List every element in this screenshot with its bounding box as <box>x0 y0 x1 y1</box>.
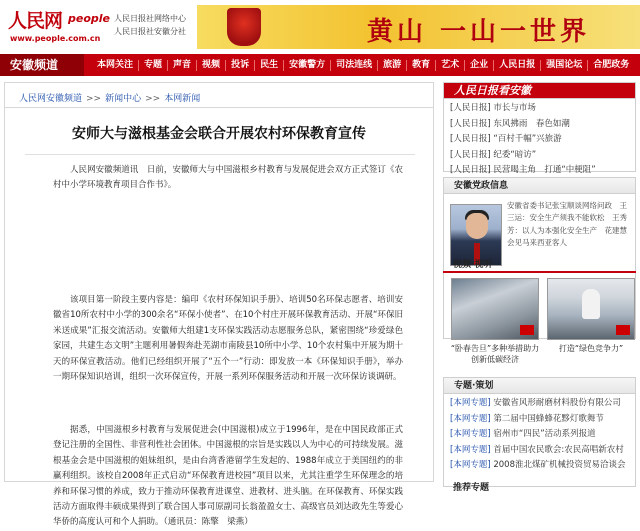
center-line2: 人民日报社安徽分社 <box>114 27 186 36</box>
item-text[interactable]: 民营喝主角 打通“中梗阻” <box>493 165 596 175</box>
item-tag: [本网专题] <box>450 429 491 439</box>
nav-item[interactable]: 声音 <box>168 60 197 71</box>
video-thumbnail[interactable] <box>451 278 539 340</box>
rmrb-box <box>443 82 636 175</box>
rmrb-list <box>444 99 635 181</box>
list-item[interactable] <box>450 412 629 428</box>
video-caption[interactable]: “卧春告旦”多种举措助力创新低碳经济 <box>450 344 540 364</box>
item-tag: [人民日报] <box>450 165 491 175</box>
channel-title[interactable]: 安徽频道 <box>0 54 84 76</box>
nav-list <box>92 54 634 76</box>
video-header: 视频·视听 <box>443 257 636 273</box>
item-text[interactable]: 安徽省风形耐磨材料股份有限公司 <box>493 398 621 408</box>
video-caption[interactable]: 打造“绿色竞争力” <box>558 344 624 353</box>
next-header: 推荐专题 <box>453 483 490 493</box>
logo-mark: 人民网 <box>8 10 63 32</box>
nav-item[interactable]: 专题 <box>139 60 168 71</box>
breadcrumb-news[interactable]: 新闻中心 <box>105 94 142 104</box>
rmrb-header: 人民日报看安徽 <box>444 83 635 99</box>
main-nav <box>0 54 640 76</box>
topic-list <box>444 394 635 476</box>
banner-badge-icon <box>227 8 261 46</box>
list-item[interactable] <box>450 396 629 412</box>
nav-item[interactable]: 人民日报 <box>494 60 541 71</box>
breadcrumb-home[interactable]: 人民网安徽频道 <box>19 94 83 104</box>
item-tag: [人民日报] <box>450 149 491 160</box>
photo-face <box>466 213 488 239</box>
breadcrumb <box>19 91 200 104</box>
list-item[interactable] <box>450 148 629 164</box>
topic-box <box>443 377 636 487</box>
logo-url: www.people.com.cn <box>10 34 101 43</box>
item-tag: [本网专题] <box>450 460 491 470</box>
site-header <box>0 0 640 52</box>
item-tag: [人民日报] <box>450 134 491 144</box>
breadcrumb-sep: >> <box>145 94 161 104</box>
center-line1: 人民日报社网络中心 <box>114 14 186 23</box>
item-tag: [人民日报] <box>450 118 491 129</box>
article-paragraph: 该项目第一阶段主要内容是：编印《农村环保知识手册》、培训50名环保志愿者、培训安徽省10所农村中小学的300余名“环保小使者”、在10个村庄开展环保教育活动、开展“环保旧米送成果”汇报交流活动。安徽师大组建1支环保实践活动志愿服务总队，紧密围绕“珍爱绿色家园，共建生态文明”主题利用暑假奔赴芜湖市南陵县10所中小学、10个农村集中开展为期十天的环保宣教活动。他们已经组织开展了“五个一”行动：即发放一本《环保知识手册》，举办一期环保知识培训，组织一次环保宣传，开展一系列环保服务活动和开展一次环保访谈调研。 <box>53 295 403 383</box>
topic-header: 专题·策划 <box>444 378 635 394</box>
next-box <box>443 480 636 493</box>
item-tag: [本网专题] <box>450 398 491 408</box>
nav-item[interactable]: 旅游 <box>378 60 407 71</box>
header-centers <box>114 12 186 38</box>
nav-item[interactable]: 安徽警方 <box>284 60 331 71</box>
item-text[interactable]: 东风拂雨 春色如潮 <box>493 118 570 129</box>
video-box <box>443 257 636 377</box>
item-text[interactable]: 市长与市场 <box>493 103 536 113</box>
nav-item[interactable]: 民生 <box>255 60 284 71</box>
party-header: 安徽党政信息 <box>444 178 635 194</box>
play-icon <box>520 325 534 335</box>
item-text[interactable]: 宿州市“四民”活动系列报道 <box>493 429 596 439</box>
item-tag: [人民日报] <box>450 103 491 113</box>
nav-item[interactable]: 本网关注 <box>92 60 139 71</box>
article-paragraph: 人民网安徽频道讯 日前，安徽师大与中国滋根乡村教育与发展促进会双方正式签订《农村中小学环境教育项目合作书》。 <box>53 165 403 191</box>
list-item[interactable] <box>450 427 629 443</box>
item-text[interactable]: 首届中国农民歌会:农民高唱新农村 <box>493 444 624 455</box>
banner-slogan: 黄山 一山一世界 <box>367 17 591 47</box>
nav-item[interactable]: 司法连线 <box>331 60 378 71</box>
nav-item[interactable]: 视频 <box>197 60 226 71</box>
divider <box>5 107 433 108</box>
list-item[interactable] <box>450 117 629 133</box>
breadcrumb-local[interactable]: 本网新闻 <box>164 94 201 104</box>
item-text[interactable]: “百村千幅”兴旅游 <box>493 134 562 144</box>
list-item[interactable] <box>450 132 629 148</box>
list-item[interactable] <box>450 101 629 117</box>
item-tag: [本网专题] <box>450 413 491 424</box>
list-item[interactable] <box>450 458 629 474</box>
nav-item[interactable]: 艺术 <box>436 60 465 71</box>
nav-item[interactable]: 合肥政务 <box>593 59 630 70</box>
nav-item[interactable]: 强国论坛 <box>541 60 588 71</box>
article-title: 安师大与滋根基金会联合开展农村环保教育宣传 <box>72 126 366 142</box>
nav-item[interactable]: 投诉 <box>226 60 255 71</box>
item-text[interactable]: 纪委“暗访” <box>493 149 537 160</box>
article-panel <box>4 82 434 528</box>
people-logo[interactable] <box>8 6 108 46</box>
divider <box>25 154 415 155</box>
nav-item[interactable]: 企业 <box>465 60 494 71</box>
party-news[interactable]: 安徽省委书记张宝顺谈网络问政 王三运：安全生产须我不能软松 王秀芳：以人为本强化安全生产 花建慧会见马来西亚客人 <box>507 201 627 248</box>
video-thumbnail[interactable] <box>547 278 635 340</box>
item-tag: [本网专题] <box>450 444 491 455</box>
item-text[interactable]: 第二届中国蜂蜂花黟灯歌舞节 <box>493 413 604 424</box>
breadcrumb-sep: >> <box>86 94 102 104</box>
item-text[interactable]: 2008淮北煤矿机械投资贸易洽谈会 <box>493 460 626 470</box>
nav-item[interactable]: 教育 <box>407 60 436 71</box>
play-icon <box>616 325 630 335</box>
article-paragraph: 据悉，中国滋根乡村教育与发展促进会(中国滋根)成立于1996年，是在中国民政部正式登记注册的全国性、非营利性社会团体。中国滋根的宗旨是实践以人为中心的可持续发展。滋根基金会是中国滋根的姐妹组织，是由台湾香港留学生发起的、1988年成立于美国纽约的非赢利组织。该校自2008年正式启动“环保教育进校园”项目以来，尤其注重学生环保理念的培养和环保习惯的养成，致力于推动环保教育进课堂、进教材、进头脑。在环保教育、环保实践活动方面取得丰硕成果得到了联合国人事司原副司长翁盈盈女士、高级官员刘达政先生等爱心华侨的高度认可和个人捐助。（通讯员：陈擎 梁燕） <box>53 425 403 528</box>
list-item[interactable] <box>450 443 629 459</box>
huangshan-banner[interactable] <box>197 5 640 49</box>
worker-figure <box>582 289 600 319</box>
logo-people: people <box>68 12 110 25</box>
